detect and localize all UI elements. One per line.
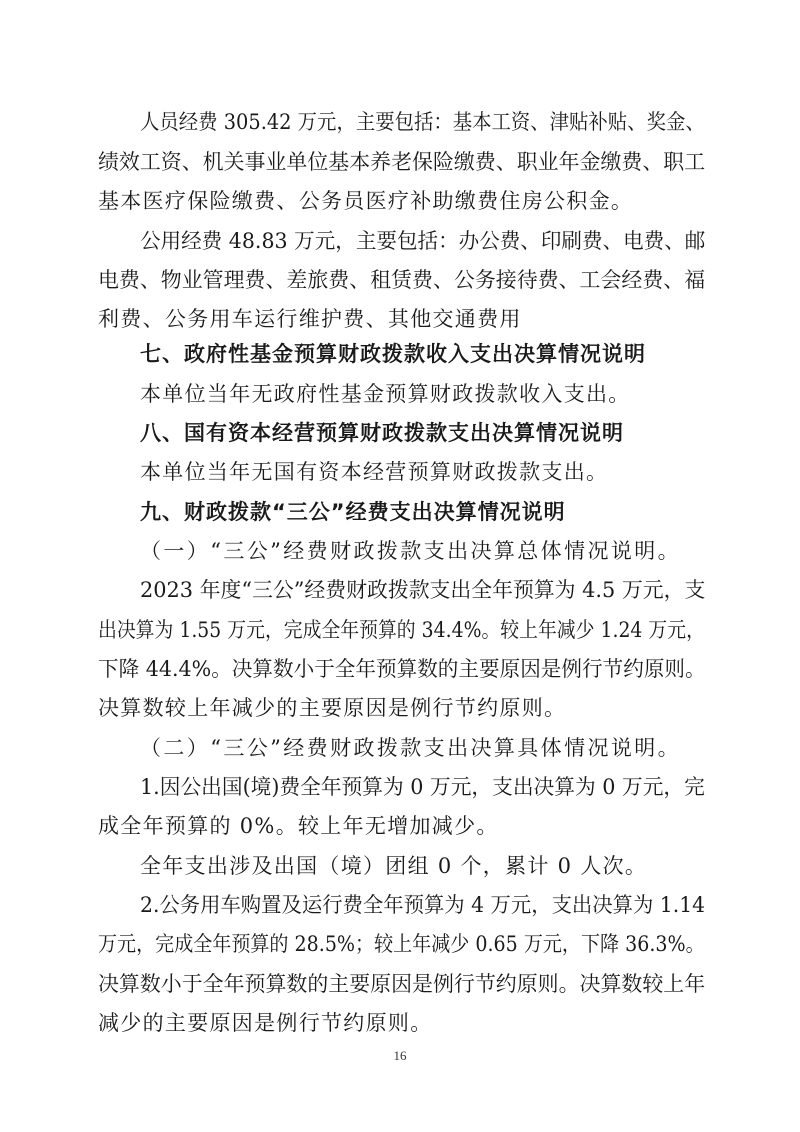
overseas-line-2: 成全年预算的 0%。较上年无增加减少。	[98, 814, 499, 838]
page-number: 16	[393, 1048, 407, 1063]
subsection-heading-1: （一）“三公”经费财政拨款支出决算总体情况说明。	[140, 539, 682, 563]
subsection-heading-2: （二）“三公”经费财政拨款支出决算具体情况说明。	[140, 736, 682, 760]
overall-line-4: 决算数较上年减少的主要原因是例行节约原则。	[98, 696, 567, 720]
personnel-cost-line-2: 绩效工资、机关事业单位基本养老保险缴费、职业年金缴费、职工	[98, 150, 706, 174]
section-heading-8: 八、国有资本经营预算财政拨款支出决算情况说明	[140, 421, 624, 445]
section-heading-9: 九、财政拨款“三公”经费支出决算情况说明	[140, 500, 566, 524]
personnel-cost-line-3: 基本医疗保险缴费、公务员医疗补助缴费住房公积金。	[98, 189, 634, 213]
overseas-groups-line: 全年支出涉及出国（境）团组 0 个，累计 0 人次。	[140, 854, 648, 878]
section-7-text: 本单位当年无政府性基金预算财政拨款收入支出。	[140, 382, 631, 406]
vehicle-line-1: 2.公务用车购置及运行费全年预算为 4 万元，支出决算为 1.14	[140, 893, 706, 917]
section-heading-7: 七、政府性基金预算财政拨款收入支出决算情况说明	[140, 342, 646, 366]
vehicle-line-3: 决算数小于全年预算数的主要原因是例行节约原则。决算数较上年	[98, 972, 706, 996]
overall-line-2: 出决算为 1.55 万元，完成全年预算的 34.4%。较上年减少 1.24 万元，	[98, 618, 705, 642]
overall-line-3: 下降 44.4%。决算数小于全年预算数的主要原因是例行节约原则。	[98, 657, 706, 681]
vehicle-line-2: 万元，完成全年预算的 28.5%；较上年减少 0.65 万元，下降 36.3%。	[98, 932, 705, 956]
public-cost-line-2: 电费、物业管理费、差旅费、租赁费、公务接待费、工会经费、福	[98, 268, 706, 292]
vehicle-line-4: 减少的主要原因是例行节约原则。	[98, 1011, 433, 1035]
public-cost-line-1: 公用经费 48.83 万元，主要包括：办公费、印刷费、电费、邮	[140, 229, 706, 253]
overall-line-1: 2023 年度“三公”经费财政拨款支出全年预算为 4.5 万元，支	[140, 578, 706, 602]
section-8-text: 本单位当年无国有资本经营预算财政拨款支出。	[140, 460, 609, 484]
overseas-line-1: 1.因公出国(境)费全年预算为 0 万元，支出决算为 0 万元，完	[140, 775, 705, 799]
public-cost-line-3: 利费、公务用车运行维护费、其他交通费用	[98, 307, 522, 331]
personnel-cost-line-1: 人员经费 305.42 万元，主要包括：基本工资、津贴补贴、奖金、	[140, 110, 705, 134]
